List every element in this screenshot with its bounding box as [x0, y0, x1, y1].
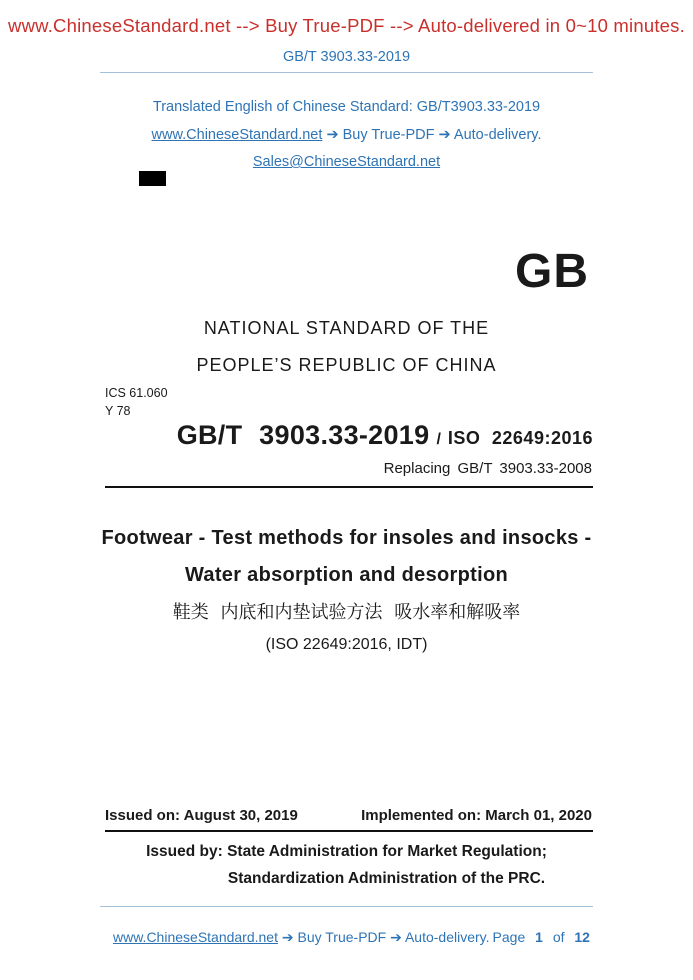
arrow-right-icon: ➔	[281, 929, 294, 945]
page-label: Page	[492, 929, 526, 945]
dates-row	[105, 807, 592, 824]
iso-standard-number: ISO 22649:2016	[447, 428, 593, 448]
arrow-right-icon: ➔	[438, 127, 451, 143]
title-divider	[105, 486, 593, 488]
dates-divider	[105, 830, 593, 832]
logo-block	[139, 171, 166, 186]
footer-divider	[100, 906, 593, 907]
buy-link-line	[0, 127, 693, 143]
national-standard-line1: NATIONAL STANDARD OF THE	[203, 318, 490, 338]
issued-by-line2: Standardization Administration of the PRC.	[227, 870, 546, 887]
footer-link-line	[113, 929, 490, 946]
title-english-line1: Footwear - Test methods for insoles and insocks -	[101, 527, 592, 549]
buy-pdf-label: Buy True-PDF	[342, 127, 435, 143]
issued-on-date: Issued on: August 30, 2019	[105, 807, 298, 824]
implemented-on-date: Implemented on: March 01, 2020	[361, 807, 592, 824]
of-label: of	[552, 929, 565, 945]
classification-code: Y 78	[105, 404, 131, 418]
page-indicator	[490, 929, 593, 945]
footer-buy-pdf-label: Buy True-PDF	[297, 929, 387, 945]
promo-banner: www.ChineseStandard.net --> Buy True-PDF --> Auto-delivered in 0~10 minutes.	[8, 15, 685, 36]
total-pages: 12	[574, 929, 590, 945]
gb-mark: GB	[515, 245, 589, 298]
gb-standard-number: GB/T 3903.33-2019	[176, 420, 430, 450]
replacing-note: Replacing GB/T 3903.33-2008	[383, 460, 592, 477]
standard-number-separator: /	[436, 431, 441, 448]
header-divider	[100, 72, 593, 73]
title-english-line2: Water absorption and desorption	[184, 564, 508, 586]
title-chinese: 鞋类 内底和内垫试验方法 吸水率和解吸率	[172, 602, 521, 623]
header-doc-code: GB/T 3903.33-2019	[282, 49, 411, 65]
idt-note: (ISO 22649:2016, IDT)	[265, 636, 428, 653]
footer-auto-delivery-label: Auto-delivery.	[404, 929, 490, 945]
email-line	[0, 154, 693, 170]
arrow-right-icon: ➔	[390, 929, 402, 945]
ics-code: ICS 61.060	[105, 386, 168, 400]
standard-number-line	[177, 420, 593, 451]
translated-note: Translated English of Chinese Standard: GB/T3903.33-2019	[152, 99, 541, 115]
arrow-right-icon: ➔	[326, 127, 339, 143]
site-link[interactable]: www.ChineseStandard.net	[151, 127, 323, 143]
issued-by-line1: Issued by: State Administration for Market Regulation;	[146, 843, 547, 860]
auto-delivery-label: Auto-delivery.	[453, 127, 542, 143]
page-number: 1	[535, 929, 543, 945]
footer-site-link[interactable]: www.ChineseStandard.net	[113, 929, 278, 945]
footer	[113, 929, 589, 946]
national-standard-line2: PEOPLE’S REPUBLIC OF CHINA	[196, 355, 497, 375]
sales-email-link[interactable]: Sales@ChineseStandard.net	[252, 154, 441, 170]
